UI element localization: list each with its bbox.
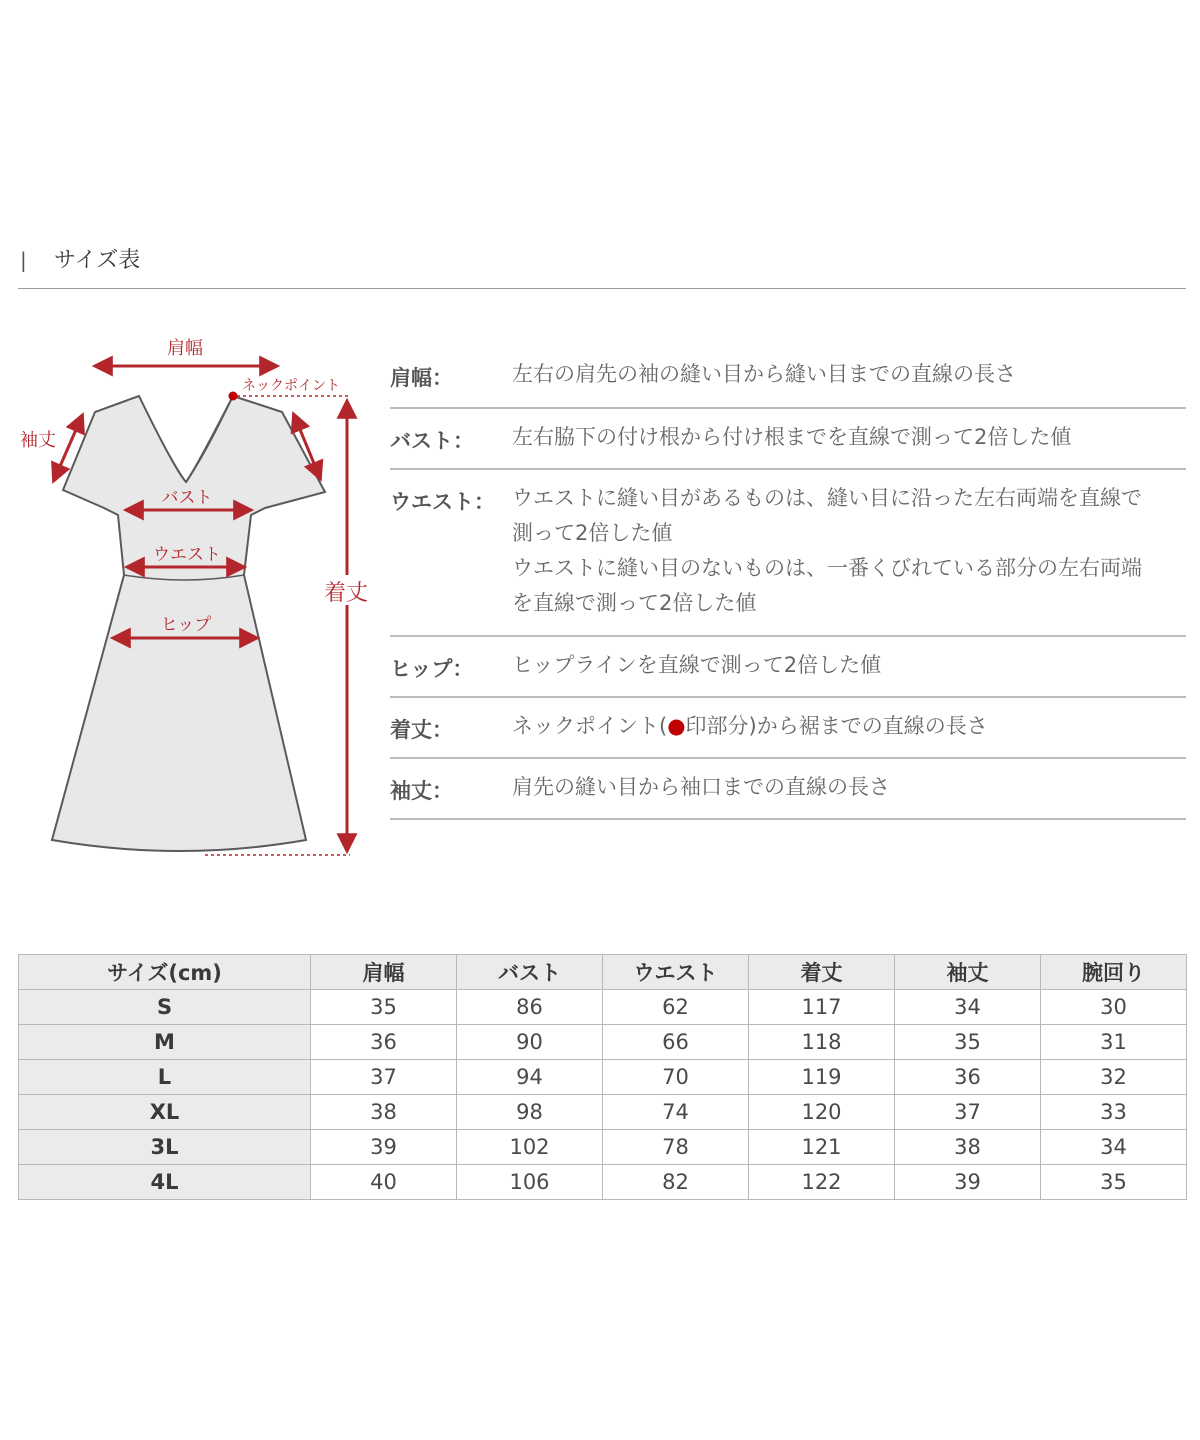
table-cell: 122 <box>749 1165 895 1200</box>
definition-text: 肩先の縫い目から袖口までの直線の長さ <box>512 775 890 799</box>
table-cell: 120 <box>749 1095 895 1130</box>
table-cell: 36 <box>311 1025 457 1060</box>
table-cell: 119 <box>749 1060 895 1095</box>
size-cell: M <box>19 1025 311 1060</box>
table-cell: 40 <box>311 1165 457 1200</box>
header-bar: | <box>20 248 27 272</box>
measurement-definitions <box>390 350 1186 820</box>
table-cell: 31 <box>1041 1025 1187 1060</box>
table-cell: 35 <box>311 990 457 1025</box>
table-cell: 37 <box>895 1095 1041 1130</box>
neck-point-marker: ● <box>667 714 686 738</box>
table-cell: 66 <box>603 1025 749 1060</box>
table-row <box>19 1025 1187 1060</box>
column-header: 袖丈 <box>895 955 1041 990</box>
section-title: サイズ表 <box>54 248 141 273</box>
size-cell: XL <box>19 1095 311 1130</box>
sleeve-label: 袖丈 <box>20 430 56 451</box>
definition-term: 着丈： <box>390 718 453 742</box>
definition-text: 左右脇下の付け根から付け根までを直線で測って2倍した値 <box>512 425 1072 449</box>
shoulder-label: 肩幅 <box>167 338 203 359</box>
table-cell: 90 <box>457 1025 603 1060</box>
definition-row <box>390 759 1186 820</box>
column-header: ウエスト <box>603 955 749 990</box>
column-header: 腕回り <box>1041 955 1187 990</box>
table-cell: 34 <box>1041 1130 1187 1165</box>
table-cell: 35 <box>1041 1165 1187 1200</box>
table-cell: 121 <box>749 1130 895 1165</box>
table-cell: 86 <box>457 990 603 1025</box>
table-cell: 38 <box>311 1095 457 1130</box>
table-cell: 62 <box>603 990 749 1025</box>
table-cell: 102 <box>457 1130 603 1165</box>
table-row <box>19 1165 1187 1200</box>
definition-term: ヒップ： <box>390 657 474 681</box>
definition-text: ネックポイント(●印部分)から裾までの直線の長さ <box>512 714 988 738</box>
neck-point-label: ネックポイント <box>242 378 340 394</box>
definition-text: 測って2倍した値 <box>512 521 673 545</box>
neck-point-dot <box>229 392 238 401</box>
bust-label: バスト <box>161 488 213 508</box>
size-cell: L <box>19 1060 311 1095</box>
table-cell: 37 <box>311 1060 457 1095</box>
definition-text: ウエストに縫い目があるものは、縫い目に沿った左右両端を直線で <box>512 486 1142 510</box>
definition-term: ウエスト： <box>390 490 495 514</box>
table-cell: 70 <box>603 1060 749 1095</box>
definition-row <box>390 698 1186 759</box>
table-cell: 82 <box>603 1165 749 1200</box>
table-cell: 94 <box>457 1060 603 1095</box>
table-row <box>19 990 1187 1025</box>
table-cell: 35 <box>895 1025 1041 1060</box>
table-cell: 30 <box>1041 990 1187 1025</box>
table-cell: 39 <box>895 1165 1041 1200</box>
table-cell: 34 <box>895 990 1041 1025</box>
table-cell: 118 <box>749 1025 895 1060</box>
size-cell: 3L <box>19 1130 311 1165</box>
garment-diagram <box>0 320 380 880</box>
definition-text: ヒップラインを直線で測って2倍した値 <box>512 653 882 677</box>
table-cell: 36 <box>895 1060 1041 1095</box>
table-cell: 39 <box>311 1130 457 1165</box>
column-header: バスト <box>457 955 603 990</box>
table-header-row <box>19 955 1187 990</box>
column-header: サイズ(cm) <box>19 955 311 990</box>
column-header: 肩幅 <box>311 955 457 990</box>
definition-text: 左右の肩先の袖の縫い目から縫い目までの直線の長さ <box>512 362 1016 386</box>
table-row <box>19 1130 1187 1165</box>
table-row <box>19 1095 1187 1130</box>
length-label: 着丈 <box>323 581 369 606</box>
table-cell: 106 <box>457 1165 603 1200</box>
definition-row <box>390 470 1186 637</box>
waist-label: ウエスト <box>153 545 221 565</box>
table-cell: 78 <box>603 1130 749 1165</box>
definition-text: ウエストに縫い目のないものは、一番くびれている部分の左右両端 <box>512 556 1142 580</box>
table-cell: 33 <box>1041 1095 1187 1130</box>
table-cell: 32 <box>1041 1060 1187 1095</box>
table-cell: 38 <box>895 1130 1041 1165</box>
size-cell: 4L <box>19 1165 311 1200</box>
definition-term: バスト： <box>390 429 474 453</box>
size-table <box>18 954 1187 1200</box>
section-header <box>18 240 1186 289</box>
definition-text: を直線で測って2倍した値 <box>512 591 757 615</box>
table-cell: 74 <box>603 1095 749 1130</box>
table-cell: 98 <box>457 1095 603 1130</box>
table-row <box>19 1060 1187 1095</box>
hip-label: ヒップ <box>160 615 212 635</box>
definition-term: 肩幅： <box>390 366 453 390</box>
size-cell: S <box>19 990 311 1025</box>
definition-row <box>390 350 1186 409</box>
definition-term: 袖丈： <box>390 779 453 803</box>
table-cell: 117 <box>749 990 895 1025</box>
column-header: 着丈 <box>749 955 895 990</box>
definition-row <box>390 409 1186 470</box>
definition-row <box>390 637 1186 698</box>
